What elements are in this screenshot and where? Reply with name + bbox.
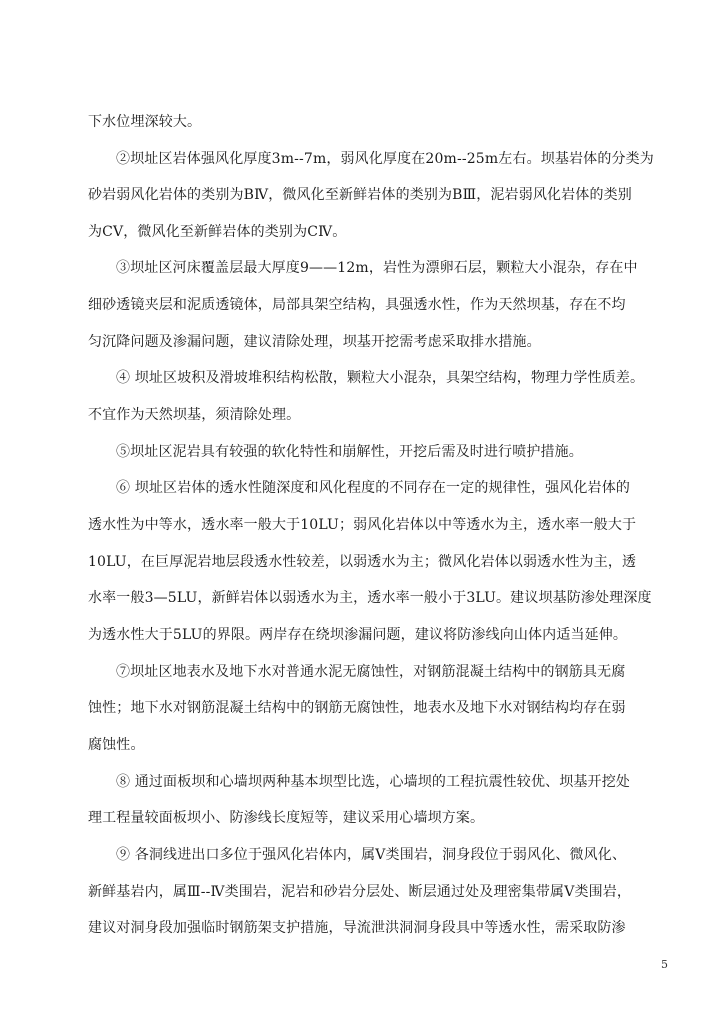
text-line: ⑦坝址区地表水及地下水对普通水泥无腐蚀性，对钢筋混凝土结构中的钢筋具无腐	[116, 664, 626, 680]
text-line: 水率一般3—5LU，新鲜岩体以弱透水为主，透水率一般小于3LU。建议坝基防渗处理深度	[88, 590, 652, 606]
text-line: ⑧ 通过面板坝和心墙坝两种基本坝型比选，心墙坝的工程抗震性较优、坝基开挖处	[116, 774, 630, 790]
text-line: 10LU，在巨厚泥岩地层段透水性较差，以弱透水为主；微风化岩体以弱透水性为主，透	[88, 554, 637, 570]
text-line: 新鲜基岩内，属Ⅲ--Ⅳ类围岩，泥岩和砂岩分层处、断层通过处及理密集带属Ⅴ类围岩，	[88, 884, 632, 900]
text-line: 为CⅤ，微风化至新鲜岩体的类别为CⅣ。	[88, 224, 347, 240]
page-number: 5	[661, 958, 668, 971]
text-line: 匀沉降问题及渗漏问题，建议清除处理，坝基开挖需考虑采取排水措施。	[88, 334, 541, 350]
text-line: 为透水性大于5LU的界限。两岸存在绕坝渗漏问题，建议将防渗线向山体内适当延伸。	[88, 627, 628, 643]
text-line: ③坝址区河床覆盖层最大厚度9——12m，岩性为漂卵石层，颗粒大小混杂，存在中	[116, 260, 638, 276]
text-line: 透水性为中等水，透水率一般大于10LU；弱风化岩体以中等透水为主，透水率一般大于	[88, 517, 637, 533]
text-line: 腐蚀性。	[88, 737, 145, 753]
text-line: 理工程量较面板坝小、防渗线长度短等，建议采用心墙坝方案。	[88, 810, 485, 826]
text-line: 不宜作为天然坝基，须清除处理。	[88, 407, 301, 423]
text-line: 建议对洞身段加强临时钢筋架支护措施，导流泄洪洞洞身段具中等透水性，需采取防渗	[88, 920, 626, 936]
text-line: ⑤坝址区泥岩具有较强的软化特性和崩解性，开挖后需及时进行喷护措施。	[116, 444, 583, 460]
text-line: ②坝址区岩体强风化厚度3m--7m，弱风化厚度在20m--25m左右。坝基岩体的分类为	[116, 151, 654, 167]
text-line: 细砂透镜夹层和泥质透镜体，局部具架空结构，具强透水性，作为天然坝基，存在不均	[88, 297, 626, 313]
text-line: 砂岩弱风化岩体的类别为BⅣ，微风化至新鲜岩体的类别为BⅢ，泥岩弱风化岩体的类别	[88, 187, 632, 203]
text-line: ⑨ 各洞线进出口多位于强风化岩体内，属Ⅴ类围岩，洞身段位于弱风化、微风化、	[116, 847, 627, 863]
text-line: ⑥ 坝址区岩体的透水性随深度和风化程度的不同存在一定的规律性，强风化岩体的	[116, 480, 630, 496]
text-line: 蚀性；地下水对钢筋混凝土结构中的钢筋无腐蚀性，地表水及地下水对钢结构均存在弱	[88, 700, 626, 716]
text-line: ④ 坝址区坡积及滑坡堆积结构松散，颗粒大小混杂，具架空结构，物理力学性质差。	[116, 370, 645, 386]
text-line: 下水位埋深较大。	[88, 114, 202, 130]
